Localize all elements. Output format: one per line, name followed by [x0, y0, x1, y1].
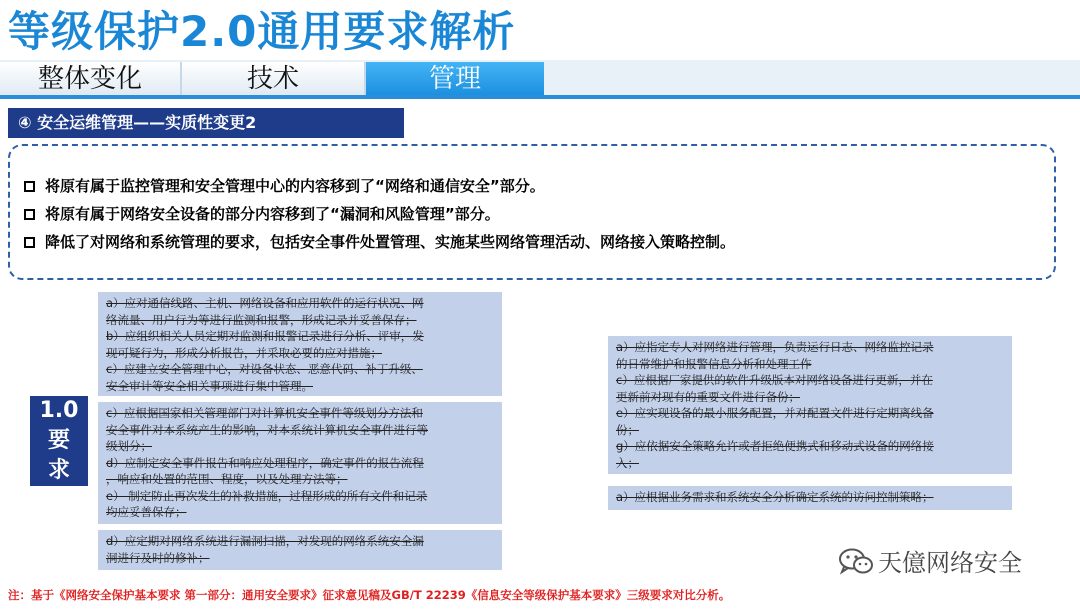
requirement-line: 洞进行及时的修补；	[106, 550, 210, 565]
requirement-block-right-1	[608, 336, 1012, 474]
checkbox-icon	[24, 209, 35, 220]
tab-technology[interactable]: 技术	[182, 62, 366, 96]
requirement-line: a）应对通信线路、主机、网络设备和应用软件的运行状况、网	[106, 296, 424, 310]
checkbox-icon	[24, 181, 35, 192]
requirement-line: 现可疑行为，形成分析报告，并采取必要的应对措施；	[106, 345, 382, 360]
requirement-line: d）应定期对网络系统进行漏洞扫描，对发现的网络系统安全漏	[106, 534, 424, 548]
requirement-line: 更新前对现有的重要文件进行备份；	[616, 389, 800, 404]
requirement-block-left-3	[98, 530, 502, 570]
watermark	[838, 546, 1022, 580]
requirement-line: 级划分；	[106, 439, 152, 453]
footnote: 注：基于《网络安全保护基本要求 第一部分：通用安全要求》征求意见稿及GB/T 22239《信息安全等级保护基本要求》三级要求对比分析。	[8, 588, 731, 602]
requirement-line: e）应实现设备的最小服务配置，并对配置文件进行定期离线备	[616, 406, 934, 420]
checkbox-icon	[24, 237, 35, 248]
requirement-line: c）应建立安全管理中心，对设备状态、恶意代码、补丁升级、	[106, 362, 423, 376]
version-1-0-label	[30, 396, 88, 486]
requirement-line: 络流量、用户行为等进行监测和报警，形成记录并妥善保存；	[106, 312, 417, 327]
requirement-block-right-2	[608, 486, 1012, 510]
tab-management[interactable]: 管理	[366, 62, 544, 96]
requirement-line: 安全事件对本系统产生的影响，对本系统计算机安全事件进行等	[106, 422, 428, 437]
requirement-line: c）应根据厂家提供的软件升级版本对网络设备进行更新，并在	[616, 373, 933, 387]
summary-box	[8, 144, 1056, 280]
tab-bar	[0, 60, 1080, 98]
requirement-line: 均应妥善保存；	[106, 505, 187, 519]
requirement-line: ，响应和处置的范围、程度，以及处理方法等；	[106, 472, 348, 486]
requirement-line: c）应根据国家相关管理部门对计算机安全事件等级划分方法和	[106, 406, 423, 420]
requirement-block-left-1	[98, 292, 502, 396]
summary-bullet-2	[24, 202, 500, 226]
page-title: 等级保护2.0通用要求解析	[8, 7, 516, 56]
bullet-text: 将原有属于网络安全设备的部分内容移到了“漏洞和风险管理”部分。	[45, 205, 500, 223]
label-char-2: 求	[47, 458, 70, 483]
section-header: ④ 安全运维管理——实质性变更2	[8, 108, 404, 138]
label-version: 1.0	[39, 398, 79, 423]
requirement-line: e） 制定防止再次发生的补救措施，过程形成的所有文件和记录	[106, 488, 428, 503]
tab-underline	[0, 95, 1080, 99]
tab-overall-change[interactable]: 整体变化	[0, 62, 182, 96]
requirement-line: g）应依据安全策略允许或者拒绝便携式和移动式设备的网络接	[616, 439, 934, 453]
watermark-text: 天億网络安全	[878, 549, 1022, 577]
summary-bullet-3	[24, 230, 735, 254]
requirement-line: a）应根据业务需求和系统安全分析确定系统的访问控制策略；	[616, 490, 934, 504]
requirement-line: b）应组织相关人员定期对监测和报警记录进行分析、评审，发	[106, 329, 424, 343]
requirement-line: 份；	[616, 422, 639, 437]
bullet-text: 将原有属于监控管理和安全管理中心的内容移到了“网络和通信安全”部分。	[45, 177, 545, 195]
summary-bullet-1	[24, 174, 545, 198]
requirement-block-left-2	[98, 402, 502, 524]
requirement-line: a）应指定专人对网络进行管理，负责运行日志、网络监控记录	[616, 340, 934, 354]
wechat-icon	[838, 548, 874, 576]
requirement-line: 安全审计等安全相关事项进行集中管理。	[106, 378, 313, 393]
label-char-1: 要	[47, 428, 70, 453]
requirement-line: 的日常维护和报警信息分析和处理工作	[616, 356, 812, 371]
requirement-line: d）应制定安全事件报告和响应处理程序，确定事件的报告流程	[106, 455, 424, 470]
requirement-line: 入；	[616, 455, 639, 470]
bullet-text: 降低了对网络和系统管理的要求，包括安全事件处置管理、实施某些网络管理活动、网络接入策略控制。	[45, 233, 736, 251]
